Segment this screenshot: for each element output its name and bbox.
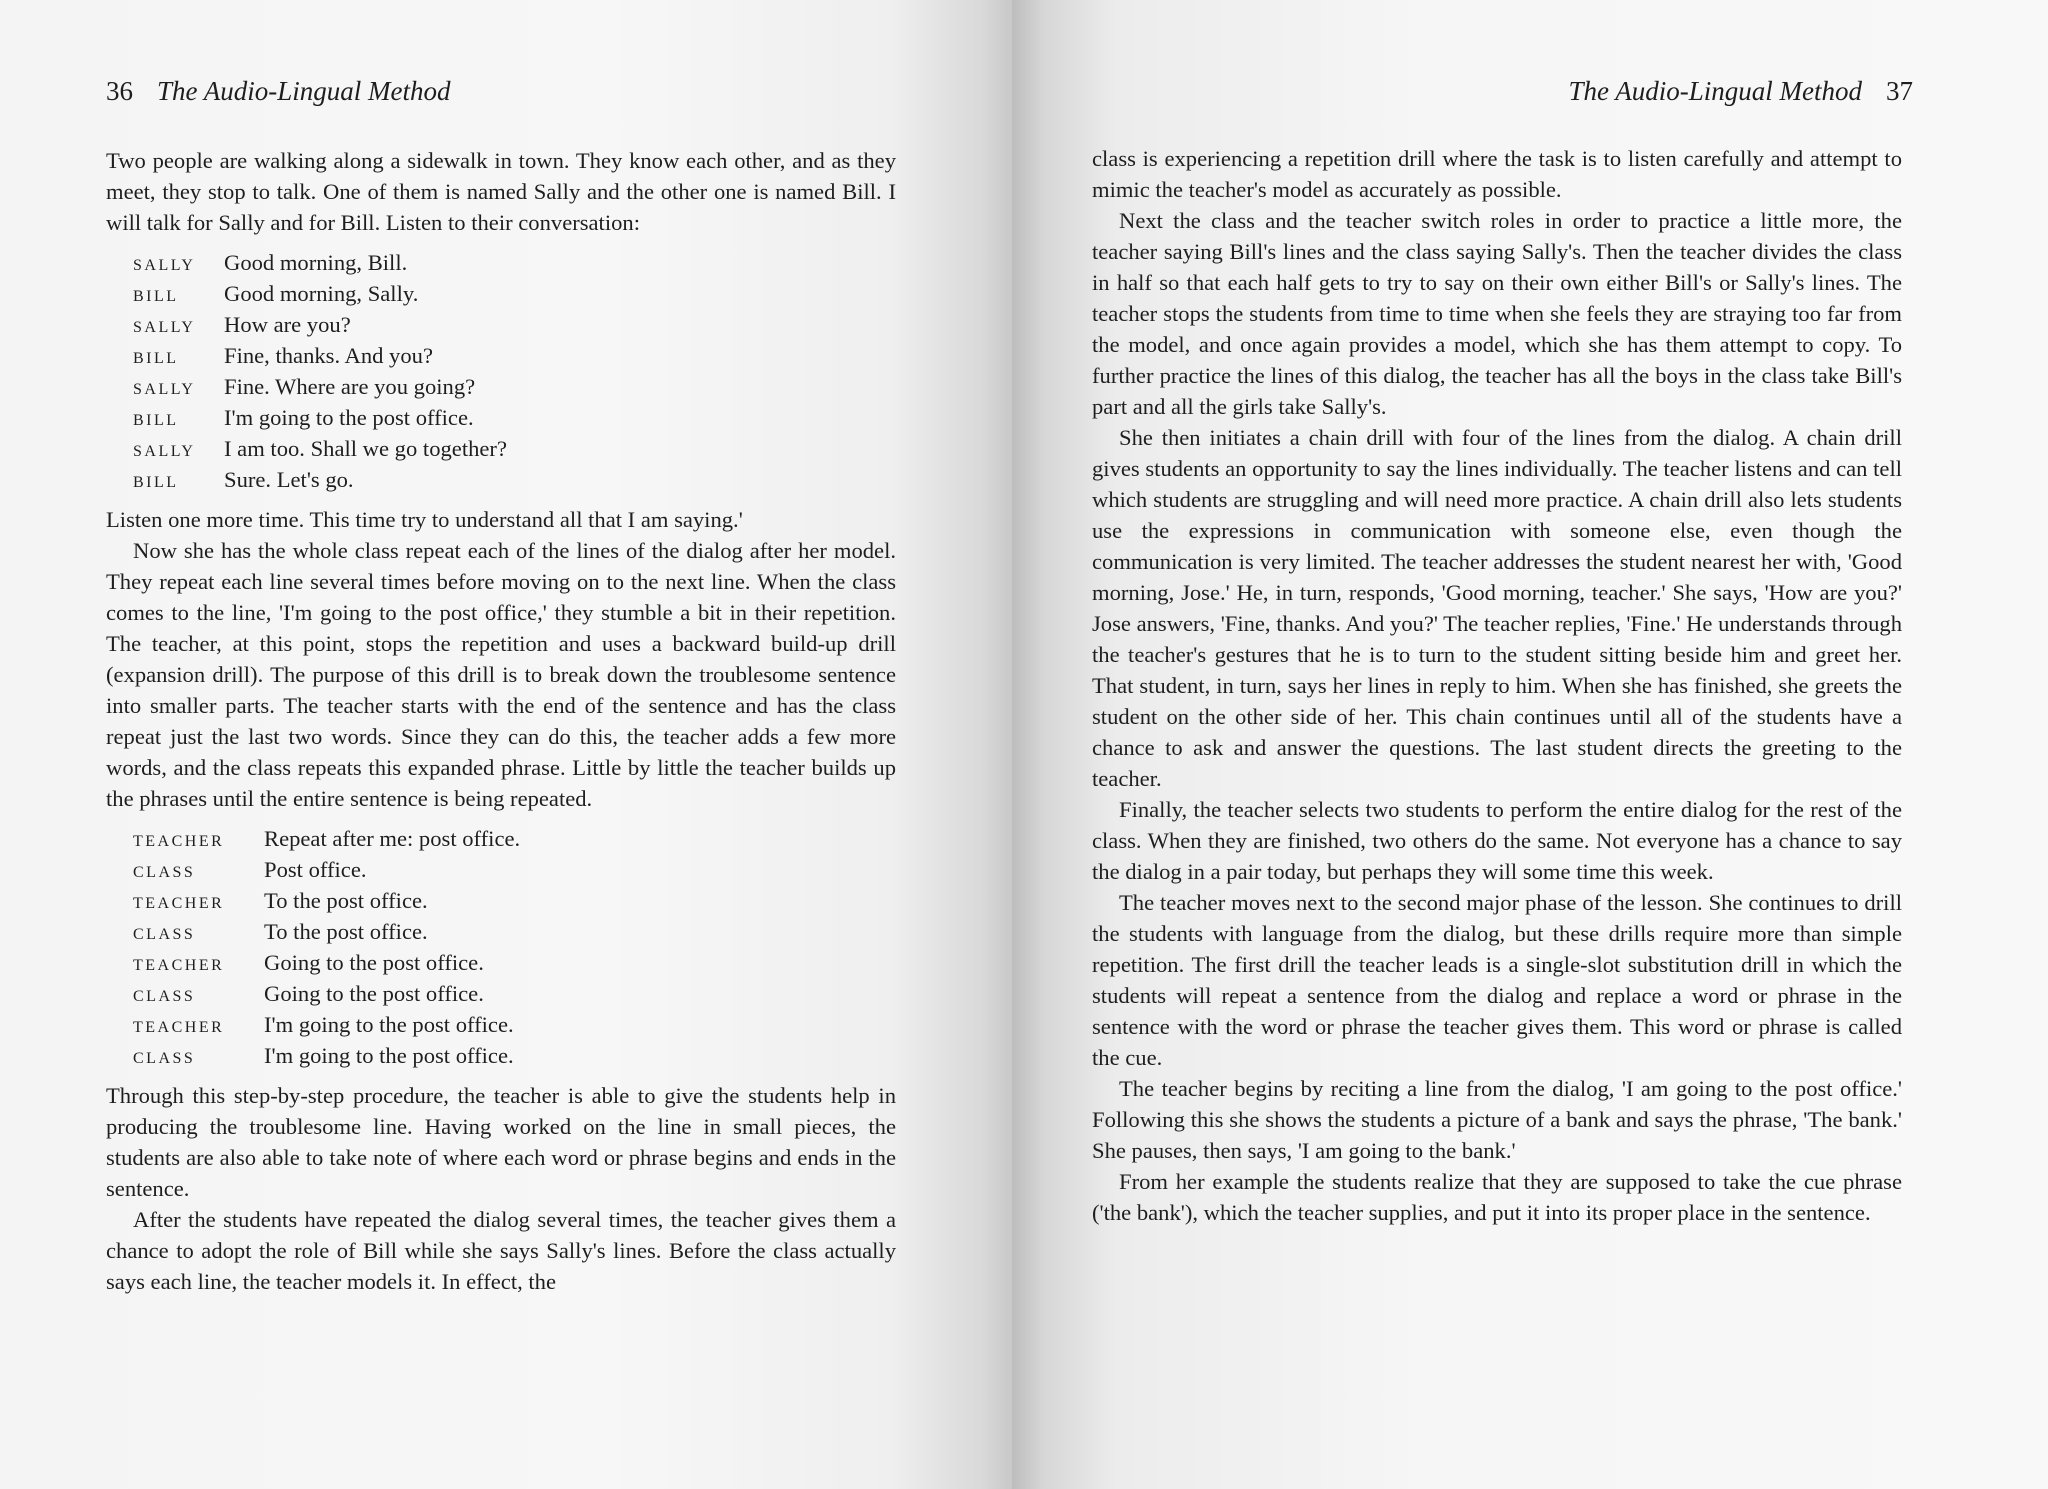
dialog-text: I'm going to the post office. — [264, 1043, 514, 1068]
running-head-right — [1569, 76, 1914, 107]
dialog-line — [133, 433, 896, 464]
dialog-line — [133, 1009, 896, 1040]
dialog-text: Repeat after me: post office. — [264, 826, 521, 851]
paragraph: Listen one more time. This time try to understand all that I am saying.' — [106, 507, 743, 532]
dialog-line — [133, 823, 896, 854]
running-title: The Audio-Lingual Method — [1568, 76, 1862, 106]
dialog-text: Going to the post office. — [264, 950, 484, 975]
speaker-label: TEACHER — [133, 1019, 225, 1036]
speaker-label: SALLY — [133, 257, 196, 274]
dialog-line — [133, 278, 896, 309]
paragraph: The teacher moves next to the second major phase of the lesson. She continues to drill the students with language from the dialog, but these drills require more than simple repetition. The first drill the teacher leads is a single-slot substitution drill in which the students will repeat a sentence from the dialog and replace a word or phrase in the sentence with the word or phrase the teacher gives them. This word or phrase is called the cue. — [1092, 890, 1902, 1070]
speaker-label: CLASS — [133, 926, 196, 943]
dialog-line — [133, 247, 896, 278]
dialog-text: Fine, thanks. And you? — [224, 343, 433, 368]
dialog-text: Going to the post office. — [264, 981, 484, 1006]
page-number: 36 — [106, 76, 133, 106]
dialog-text: I am too. Shall we go together? — [224, 436, 507, 461]
dialog-line — [133, 854, 896, 885]
running-title: The Audio-Lingual Method — [157, 76, 451, 106]
paragraph: Finally, the teacher selects two students to perform the entire dialog for the rest of the class. When they are finished, two others do the same. Not everyone has a chance to say the dialog in a pair today, but perhaps they will some time this week. — [1092, 797, 1902, 884]
paragraph: class is experiencing a repetition drill where the task is to listen carefully and attempt to mimic the teacher's model as accurately as possible. — [1092, 146, 1902, 202]
speaker-label: BILL — [133, 474, 179, 491]
dialog-text: Post office. — [264, 857, 367, 882]
dialog-line — [133, 978, 896, 1009]
dialog-buildup-drill — [133, 823, 896, 1071]
dialog-line — [133, 947, 896, 978]
paragraph: Two people are walking along a sidewalk in town. They know each other, and as they meet, they stop to talk. One of them is named Sally and the other one is named Bill. I will talk for Sally and for Bill. Listen to their conversation: — [106, 148, 896, 235]
running-head-left — [106, 76, 451, 107]
right-page-body — [1092, 143, 1902, 1228]
dialog-text: Fine. Where are you going? — [224, 374, 476, 399]
left-page — [0, 0, 1012, 1489]
speaker-label: SALLY — [133, 319, 196, 336]
right-page — [1012, 0, 2048, 1489]
paragraph: After the students have repeated the dialog several times, the teacher gives them a chance to adopt the role of Bill while she says Sally's lines. Before the class actually says each line, the teacher models it. In effect, the — [106, 1207, 896, 1294]
speaker-label: CLASS — [133, 988, 196, 1005]
dialog-text: To the post office. — [264, 888, 428, 913]
dialog-line — [133, 916, 896, 947]
paragraph: Through this step-by-step procedure, the teacher is able to give the students help in producing the troublesome line. Having worked on the line in small pieces, the students are also able to take note of where each word or phrase begins and ends in the sentence. — [106, 1083, 896, 1201]
speaker-label: CLASS — [133, 864, 196, 881]
dialog-text: How are you? — [224, 312, 351, 337]
left-page-body — [106, 145, 896, 1297]
speaker-label: CLASS — [133, 1050, 196, 1067]
page-number: 37 — [1886, 76, 1913, 106]
dialog-text: Sure. Let's go. — [224, 467, 354, 492]
speaker-label: TEACHER — [133, 957, 225, 974]
dialog-text: I'm going to the post office. — [264, 1012, 514, 1037]
speaker-label: SALLY — [133, 443, 196, 460]
dialog-line — [133, 1040, 896, 1071]
speaker-label: SALLY — [133, 381, 196, 398]
paragraph: The teacher begins by reciting a line from the dialog, 'I am going to the post office.' Following this she shows the students a picture of a bank and says the phrase, 'The bank.' She pauses, then says, 'I am going to the bank.' — [1092, 1076, 1902, 1163]
paragraph: She then initiates a chain drill with four of the lines from the dialog. A chain drill gives students an opportunity to say the lines individually. The teacher listens and can tell which students are struggling and will need more practice. A chain drill also lets students use the expressions in communication with someone else, even though the communication is very limited. The teacher addresses the student nearest her with, 'Good morning, Jose.' He, in turn, responds, 'Good morning, teacher.' She says, 'How are you?' Jose answers, 'Fine, thanks. And you?' The teacher replies, 'Fine.' He understands through the teacher's gestures that he is to turn to the student sitting beside him and greet her. That student, in turn, says her lines in reply to him. When she has finished, she greets the student on the other side of her. This chain continues until all of the students have a chance to ask and answer the questions. The last student directs the greeting to the teacher. — [1092, 425, 1902, 791]
dialog-text: Good morning, Bill. — [224, 250, 408, 275]
speaker-label: TEACHER — [133, 833, 225, 850]
dialog-line — [133, 402, 896, 433]
dialog-line — [133, 464, 896, 495]
paragraph: From her example the students realize that they are supposed to take the cue phrase ('the bank'), which the teacher supplies, and put it into its proper place in the sentence. — [1092, 1169, 1902, 1225]
dialog-line — [133, 309, 896, 340]
dialog-sally-bill — [133, 247, 896, 495]
dialog-line — [133, 371, 896, 402]
paragraph: Now she has the whole class repeat each of the lines of the dialog after her model. They repeat each line several times before moving on to the next line. When the class comes to the line, 'I'm going to the post office,' they stumble a bit in their repetition. The teacher, at this point, stops the repetition and uses a backward build-up drill (expansion drill). The purpose of this drill is to break down the troublesome sentence into smaller parts. The teacher starts with the end of the sentence and has the class repeat just the last two words. Since they can do this, the teacher adds a few more words, and the class repeats this expanded phrase. Little by little the teacher builds up the phrases until the entire sentence is being repeated. — [106, 538, 896, 811]
paragraph: Next the class and the teacher switch roles in order to practice a little more, the teacher saying Bill's lines and the class saying Sally's. Then the teacher divides the class in half so that each half gets to try to say on their own either Bill's or Sally's lines. The teacher stops the students from time to time when she feels they are straying too far from the model, and once again provides a model, which she has them attempt to copy. To further practice the lines of this dialog, the teacher has all the boys in the class take Bill's part and all the girls take Sally's. — [1092, 208, 1902, 419]
speaker-label: BILL — [133, 288, 179, 305]
dialog-line — [133, 340, 896, 371]
dialog-text: To the post office. — [264, 919, 428, 944]
speaker-label: BILL — [133, 350, 179, 367]
dialog-line — [133, 885, 896, 916]
speaker-label: BILL — [133, 412, 179, 429]
speaker-label: TEACHER — [133, 895, 225, 912]
dialog-text: I'm going to the post office. — [224, 405, 474, 430]
dialog-text: Good morning, Sally. — [224, 281, 419, 306]
